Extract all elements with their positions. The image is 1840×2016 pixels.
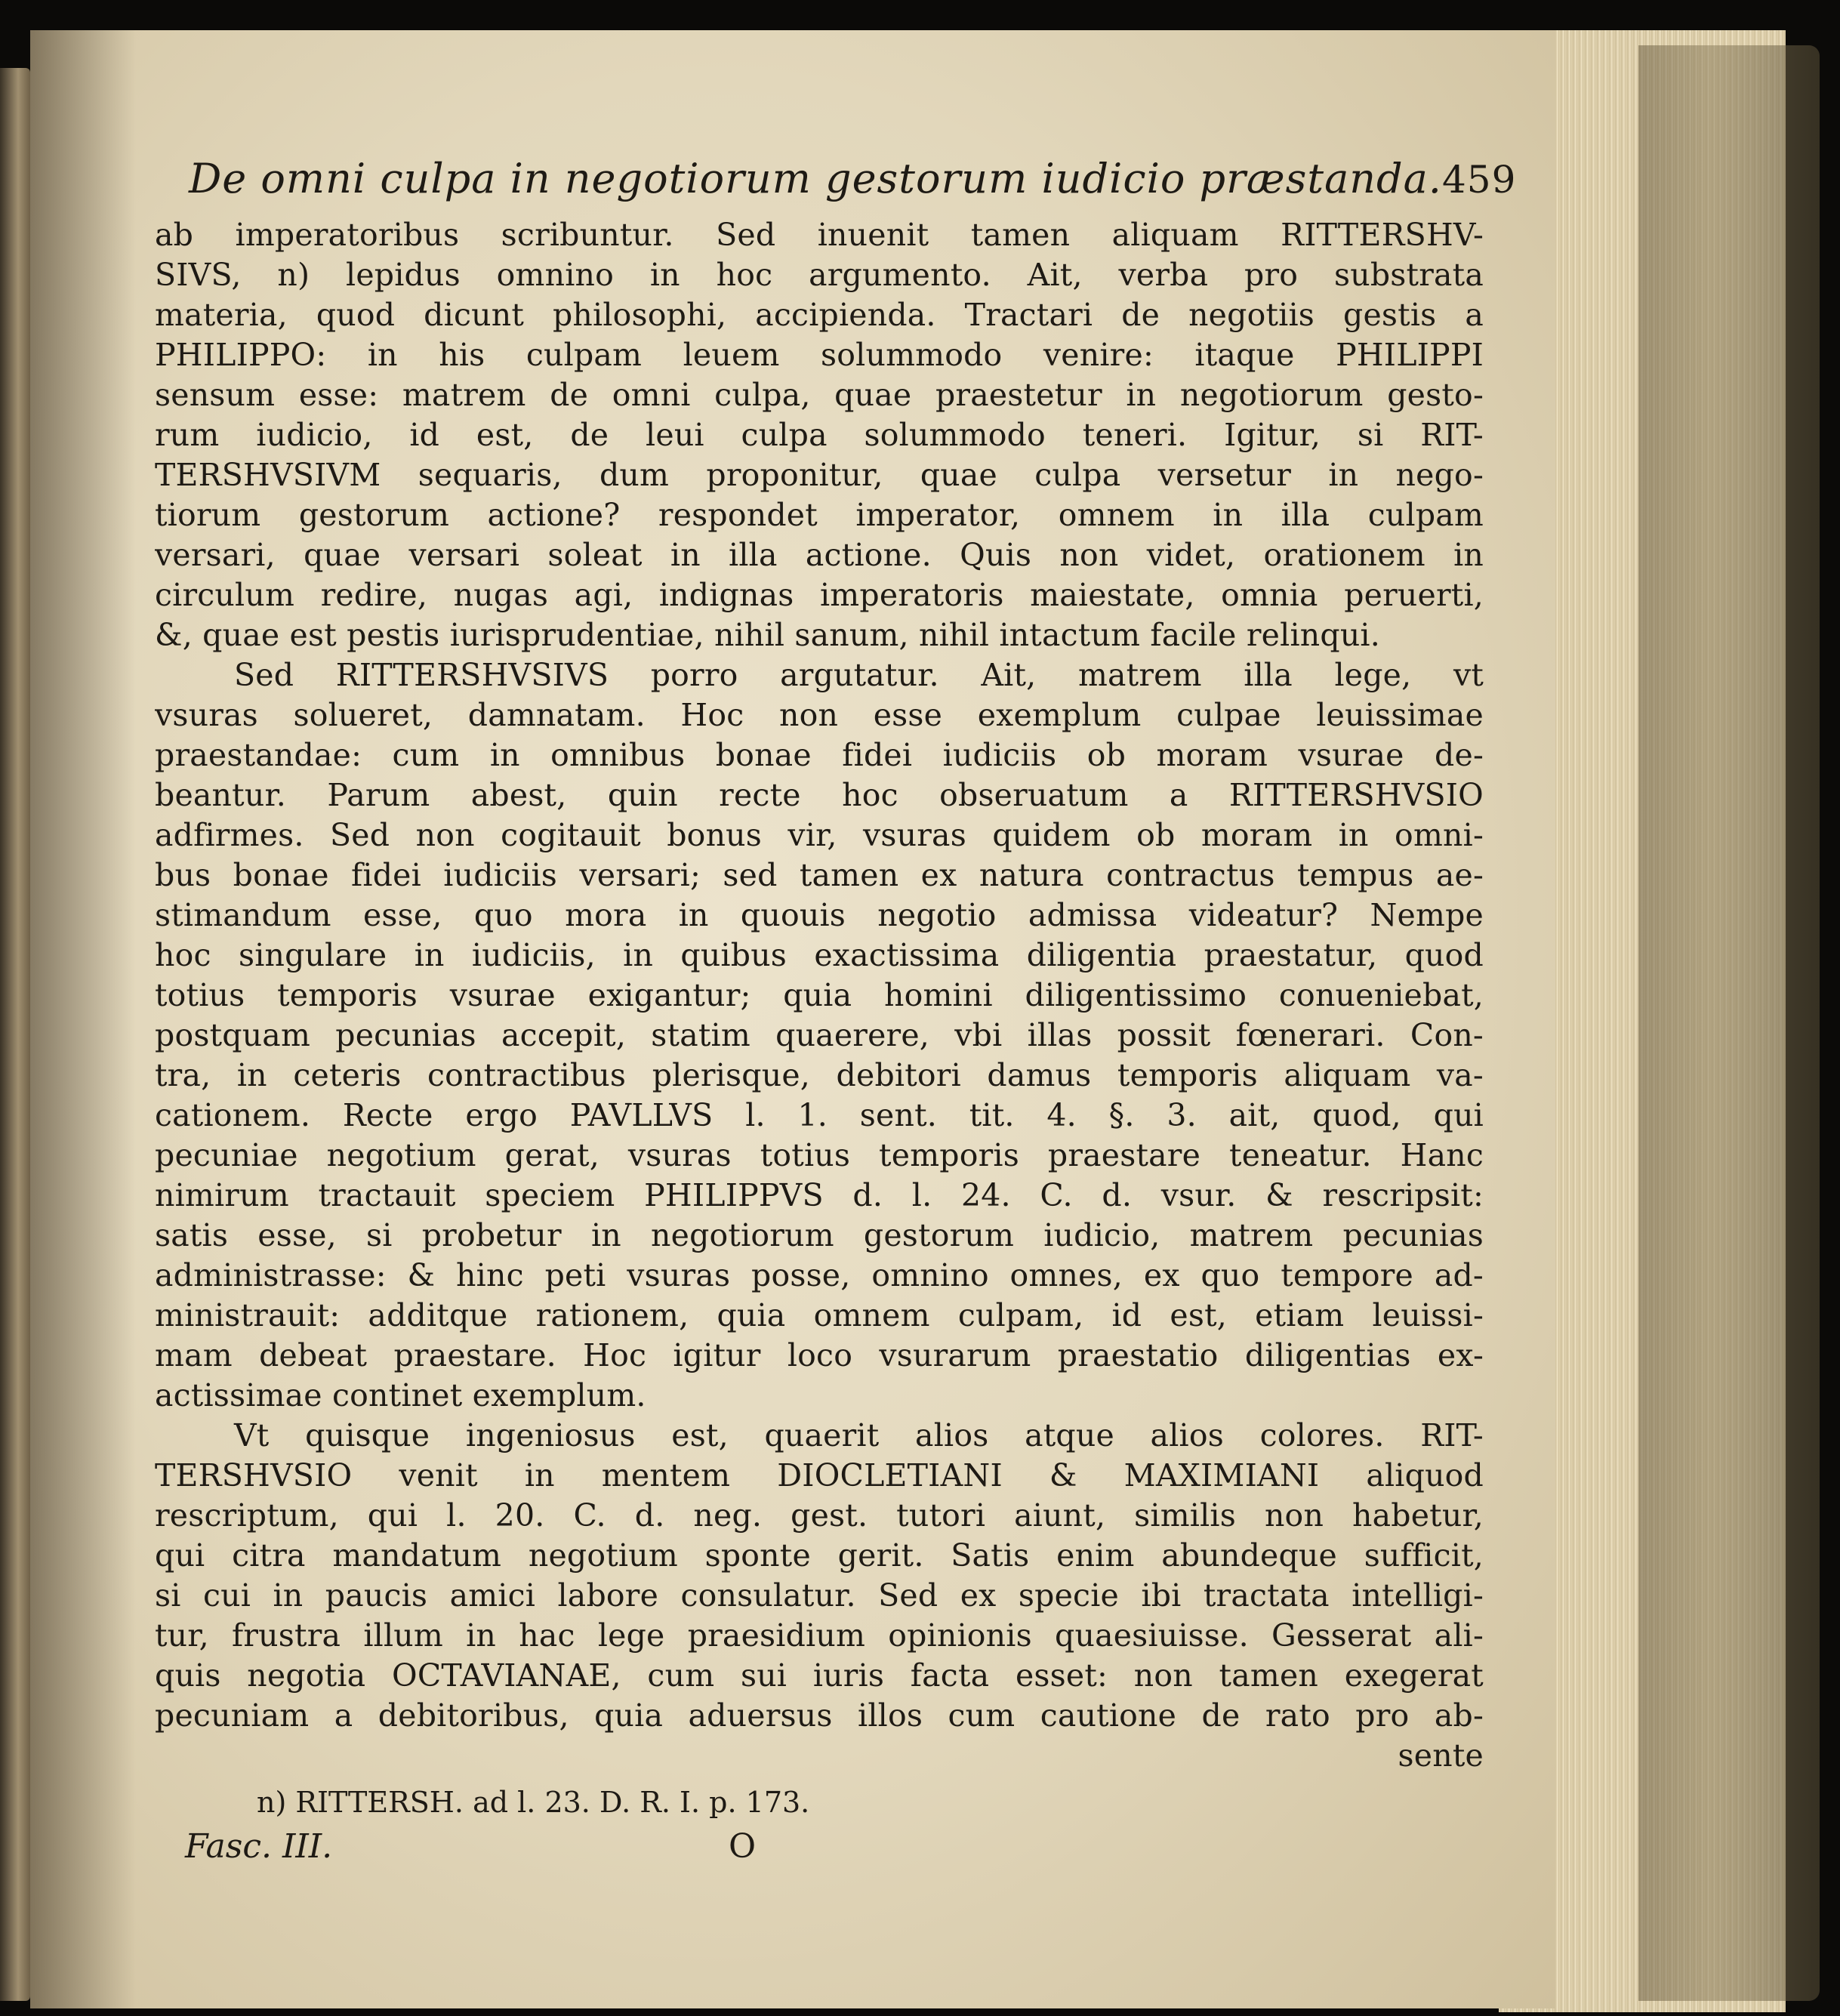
text-line: SIVS, n) lepidus omnino in hoc argumento. Ait, verba pro substrata — [155, 257, 1484, 293]
text-line: mam debeat praestare. Hoc igitur loco vsurarum praestatio diligentias ex- — [155, 1337, 1484, 1373]
text-line: beantur. Parum abest, quin recte hoc obseruatum a RITTERSHVSIO — [155, 777, 1484, 813]
text-line: versari, quae versari soleat in illa actione. Quis non videt, orationem in — [155, 537, 1484, 573]
text-line: Sed RITTERSHVSIVS porro argutatur. Ait, matrem illa lege, vt — [234, 657, 1484, 693]
text-line: vsuras solueret, damnatam. Hoc non esse exemplum culpae leuissimae — [155, 697, 1484, 733]
text-line: actissimae continet exemplum. — [155, 1377, 646, 1413]
text-line: circulum redire, nugas agi, indignas imperatoris maiestate, omnia peruerti, — [155, 577, 1484, 613]
body-text — [155, 215, 1484, 1776]
footnote: n) RITTERSH. ad l. 23. D. R. I. p. 173. — [257, 1786, 810, 1819]
text-line: pecuniae negotium gerat, vsuras totius temporis praestare teneatur. Hanc — [155, 1137, 1484, 1173]
text-line: hoc singulare in iudiciis, in quibus exactissima diligentia praestatur, quod — [155, 937, 1484, 973]
catchword: sente — [1398, 1737, 1484, 1774]
text-line: PHILIPPO: in his culpam leuem solummodo venire: itaque PHILIPPI — [155, 337, 1484, 373]
text-line: Vt quisque ingeniosus est, quaerit alios atque alios colores. RIT- — [234, 1417, 1484, 1453]
page-footer — [155, 1824, 1484, 1870]
text-line: cationem. Recte ergo PAVLLVS l. 1. sent. tit. 4. §. 3. ait, quod, qui — [155, 1097, 1484, 1133]
text-line: qui citra mandatum negotium sponte gerit. Satis enim abundeque sufficit, — [155, 1537, 1484, 1574]
text-line: nimirum tractauit speciem PHILIPPVS d. l. 24. C. d. vsur. & rescripsit: — [155, 1177, 1484, 1213]
text-line: ministrauit: additque rationem, quia omnem culpam, id est, etiam leuissi- — [155, 1297, 1484, 1333]
binding-gutter-shadow — [30, 30, 136, 2008]
text-line: totius temporis vsurae exigantur; quia homini diligentissimo conueniebat, — [155, 977, 1484, 1013]
text-line: materia, quod dicunt philosophi, accipienda. Tractari de negotiis gestis a — [155, 297, 1484, 333]
text-line: pecuniam a debitoribus, quia aduersus illos cum cautione de rato pro ab- — [155, 1697, 1484, 1734]
text-line: tra, in ceteris contractibus plerisque, debitori damus temporis aliquam va- — [155, 1057, 1484, 1093]
text-line: adfirmes. Sed non cogitauit bonus vir, vsuras quidem ob moram in omni- — [155, 817, 1484, 853]
text-line: rum iudicio, id est, de leui culpa solummodo teneri. Igitur, si RIT- — [155, 417, 1484, 453]
text-line: bus bonae fidei iudiciis versari; sed tamen ex natura contractus tempus ae- — [155, 857, 1484, 893]
text-line: &, quae est pestis iurisprudentiae, nihil sanum, nihil intactum facile relinqui. — [155, 617, 1380, 653]
text-line: satis esse, si probetur in negotiorum gestorum iudicio, matrem pecunias — [155, 1217, 1484, 1253]
text-line: tiorum gestorum actione? respondet imperator, omnem in illa culpam — [155, 497, 1484, 533]
page-text-block — [155, 155, 1517, 1870]
facing-page-edge — [0, 68, 30, 2001]
fascicle-label: Fasc. III. — [185, 1827, 333, 1866]
text-line: TERSHVSIO venit in mentem DIOCLETIANI & MAXIMIANI aliquod — [155, 1457, 1484, 1494]
text-line: quis negotia OCTAVIANAE, cum sui iuris facta esset: non tamen exegerat — [155, 1657, 1484, 1694]
text-line: ab imperatoribus scribuntur. Sed inuenit tamen aliquam RITTERSHV- — [155, 217, 1484, 253]
text-line: praestandae: cum in omnibus bonae fidei iudiciis ob moram vsurae de- — [155, 737, 1484, 773]
text-line: sensum esse: matrem de omni culpa, quae praestetur in negotiorum gesto- — [155, 377, 1484, 413]
signature-mark: O — [729, 1827, 757, 1866]
page-number: 459 — [1441, 158, 1517, 202]
running-head — [189, 155, 1517, 208]
text-line: stimandum esse, quo mora in quouis negotio admissa videatur? Nempe — [155, 897, 1484, 933]
text-line: administrasse: & hinc peti vsuras posse, omnino omnes, ex quo tempore ad- — [155, 1257, 1484, 1293]
running-head-title: De omni culpa in negotiorum gestorum iudicio præstanda. — [189, 155, 1442, 202]
text-line: tur, frustra illum in hac lege praesidium opinionis quaesiuisse. Gesserat ali- — [155, 1617, 1484, 1654]
text-line: rescriptum, qui l. 20. C. d. neg. gest. tutori aiunt, similis non habetur, — [155, 1497, 1484, 1534]
book-cover-board — [1638, 45, 1820, 2001]
text-line: TERSHVSIVM sequaris, dum proponitur, quae culpa versetur in nego- — [155, 457, 1484, 493]
text-line: si cui in paucis amici labore consulatur. Sed ex specie ibi tractata intelligi- — [155, 1577, 1484, 1614]
text-line: postquam pecunias accepit, statim quaerere, vbi illas possit fœnerari. Con- — [155, 1017, 1484, 1053]
